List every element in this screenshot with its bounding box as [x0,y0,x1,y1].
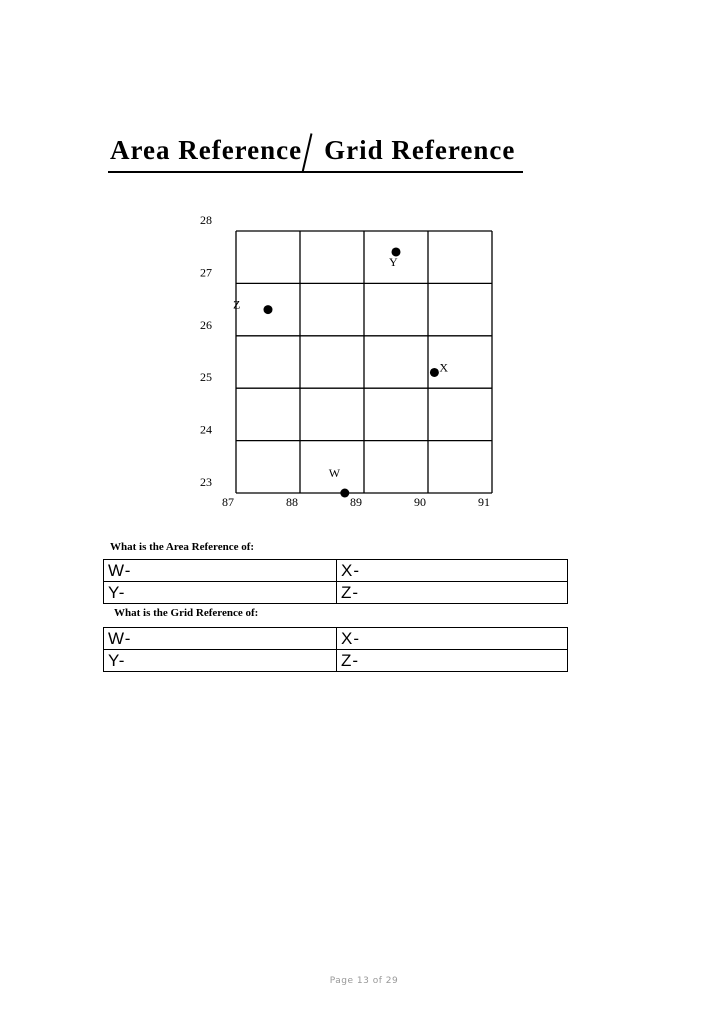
x-tick-label: 89 [350,495,362,509]
grid-lines [236,231,492,493]
y-tick-label: 26 [200,317,212,332]
y-tick-label: 23 [200,475,212,489]
y-tick-label: 24 [200,422,212,437]
area-answer-z[interactable]: Z- [337,582,568,604]
area-answer-w[interactable]: W- [104,560,337,582]
x-tick-label: 87 [222,495,234,509]
area-question-label: What is the Area Reference of: [110,541,255,553]
y-tick-label: 25 [200,370,212,385]
title-area-reference: Area Reference [110,135,303,165]
y-tick-label: 27 [200,265,212,280]
page-footer: Page 13 of 29 [329,976,399,986]
grid-answer-x[interactable]: X- [337,628,568,650]
point-marker [430,368,439,377]
points [233,247,448,497]
table-row [104,560,568,582]
table-row [104,582,568,604]
point-marker [264,305,273,314]
area-answer-y[interactable]: Y- [104,582,337,604]
grid-question-label: What is the Grid Reference of: [114,607,259,619]
area-answer-x[interactable]: X- [337,560,568,582]
table-row [104,650,568,672]
grid-answer-table [103,627,568,672]
point-label: X [439,360,449,375]
grid-answer-y[interactable]: Y- [104,650,337,672]
x-tick-label: 90 [414,495,426,509]
y-tick-label: 28 [200,213,212,227]
x-tick-label: 91 [478,495,490,509]
point-label: Z [233,297,241,312]
grid-answer-z[interactable]: Z- [337,650,568,672]
table-row [104,628,568,650]
title-grid-reference: Grid Reference [324,135,516,165]
x-tick-label: 88 [286,495,298,509]
point-label: W [328,466,341,480]
grid-answer-w[interactable]: W- [104,628,337,650]
point-marker [340,489,349,498]
point-label: Y [389,254,398,269]
area-answer-table [103,559,568,604]
